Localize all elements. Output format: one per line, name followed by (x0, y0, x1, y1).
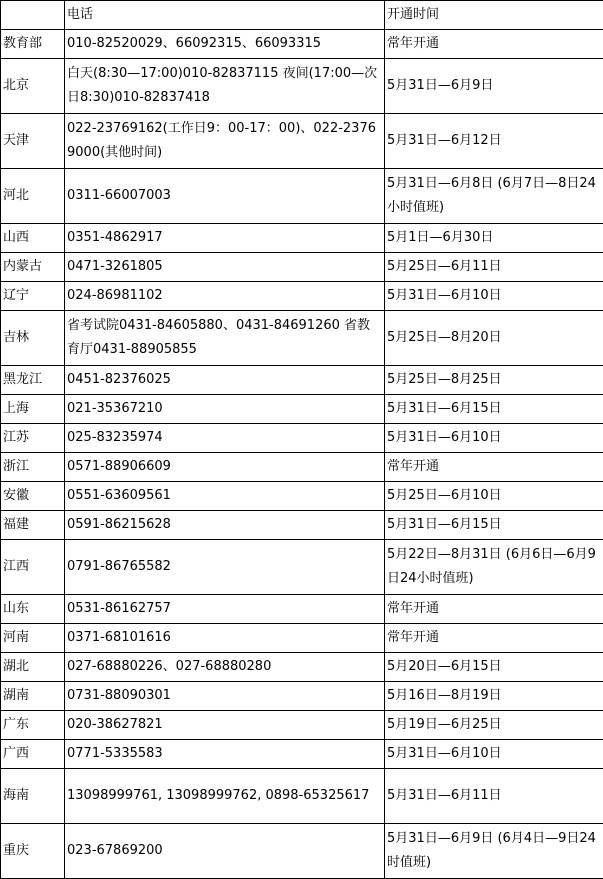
table-row (1, 395, 603, 424)
region-cell: 安徽 (1, 482, 65, 511)
table-row (1, 453, 603, 482)
header-phone: 电话 (65, 1, 385, 30)
phone-cell: 0551-63609561 (65, 482, 385, 511)
phone-cell: 024-86981102 (65, 282, 385, 311)
region-cell: 江西 (1, 540, 65, 595)
region-cell: 北京 (1, 59, 65, 114)
phone-cell: 0771-5335583 (65, 740, 385, 769)
table-row (1, 282, 603, 311)
phone-cell: 023-67869200 (65, 824, 385, 879)
phone-cell: 010-82520029、66092315、66093315 (65, 30, 385, 59)
period-cell: 5月31日—6月10日 (385, 282, 603, 311)
phone-cell: 0531-86162757 (65, 595, 385, 624)
region-cell: 内蒙古 (1, 253, 65, 282)
phone-cell: 021-35367210 (65, 395, 385, 424)
phone-cell: 025-83235974 (65, 424, 385, 453)
phone-cell: 0471-3261805 (65, 253, 385, 282)
period-cell: 5月1日—6月30日 (385, 224, 603, 253)
region-cell: 湖北 (1, 653, 65, 682)
phone-cell: 白天(8:30—17:00)010-82837115 夜间(17:00—次日8:30)010-82837418 (65, 59, 385, 114)
region-cell: 广西 (1, 740, 65, 769)
region-cell: 湖南 (1, 682, 65, 711)
period-cell: 5月31日—6月10日 (385, 424, 603, 453)
region-cell: 福建 (1, 511, 65, 540)
period-cell: 常年开通 (385, 453, 603, 482)
table-row (1, 653, 603, 682)
region-cell: 教育部 (1, 30, 65, 59)
period-cell: 5月19日—6月25日 (385, 711, 603, 740)
period-cell: 5月25日—6月11日 (385, 253, 603, 282)
phone-cell: 0791-86765582 (65, 540, 385, 595)
region-cell: 上海 (1, 395, 65, 424)
period-cell: 5月31日—6月10日 (385, 740, 603, 769)
period-cell: 5月31日—6月15日 (385, 511, 603, 540)
table-row (1, 30, 603, 59)
region-cell: 吉林 (1, 311, 65, 366)
table-row (1, 824, 603, 879)
region-cell: 辽宁 (1, 282, 65, 311)
period-cell: 5月16日—8月19日 (385, 682, 603, 711)
region-cell: 河南 (1, 624, 65, 653)
header-region (1, 1, 65, 30)
table-row (1, 253, 603, 282)
region-cell: 重庆 (1, 824, 65, 879)
period-cell: 5月31日—6月11日 (385, 769, 603, 824)
region-cell: 黑龙江 (1, 366, 65, 395)
phone-cell: 020-38627821 (65, 711, 385, 740)
region-cell: 河北 (1, 169, 65, 224)
period-cell: 5月25日—6月10日 (385, 482, 603, 511)
period-cell: 常年开通 (385, 624, 603, 653)
table-row (1, 682, 603, 711)
table-row (1, 424, 603, 453)
table-row (1, 740, 603, 769)
period-cell: 5月25日—8月25日 (385, 366, 603, 395)
table-header-row (1, 1, 603, 30)
phone-cell: 13098999761, 13098999762, 0898-65325617 (65, 769, 385, 824)
header-period: 开通时间 (385, 1, 603, 30)
phone-cell: 0591-86215628 (65, 511, 385, 540)
phone-cell: 0451-82376025 (65, 366, 385, 395)
table-row (1, 311, 603, 366)
period-cell: 5月31日—6月12日 (385, 114, 603, 169)
table-row (1, 624, 603, 653)
period-cell: 5月20日—6月15日 (385, 653, 603, 682)
phone-cell: 0351-4862917 (65, 224, 385, 253)
phone-cell: 0311-66007003 (65, 169, 385, 224)
table-row (1, 540, 603, 595)
phone-cell: 027-68880226、027-68880280 (65, 653, 385, 682)
region-cell: 海南 (1, 769, 65, 824)
phone-cell: 0731-88090301 (65, 682, 385, 711)
period-cell: 5月25日—8月20日 (385, 311, 603, 366)
period-cell: 5月22日—8月31日 (6月6日—6月9日24小时值班) (385, 540, 603, 595)
period-cell: 5月31日—6月9日 (385, 59, 603, 114)
region-cell: 山西 (1, 224, 65, 253)
table-row (1, 169, 603, 224)
table-row (1, 366, 603, 395)
table-row (1, 482, 603, 511)
period-cell: 5月31日—6月15日 (385, 395, 603, 424)
table-row (1, 224, 603, 253)
table-body (1, 1, 603, 879)
table-row (1, 114, 603, 169)
region-cell: 天津 (1, 114, 65, 169)
region-cell: 浙江 (1, 453, 65, 482)
region-cell: 江苏 (1, 424, 65, 453)
table-row (1, 769, 603, 824)
phone-cell: 0571-88906609 (65, 453, 385, 482)
period-cell: 常年开通 (385, 30, 603, 59)
period-cell: 5月31日—6月9日 (6月4日—9日24时值班) (385, 824, 603, 879)
table-row (1, 595, 603, 624)
period-cell: 5月31日—6月8日 (6月7日—8日24小时值班) (385, 169, 603, 224)
phone-cell: 省考试院0431-84605880、0431-84691260 省教育厅0431-88905855 (65, 311, 385, 366)
region-cell: 山东 (1, 595, 65, 624)
phone-cell: 022-23769162(工作日9：00-17：00)、022-23769000(其他时间) (65, 114, 385, 169)
table-row (1, 59, 603, 114)
period-cell: 常年开通 (385, 595, 603, 624)
phone-cell: 0371-68101616 (65, 624, 385, 653)
table-row (1, 511, 603, 540)
region-cell: 广东 (1, 711, 65, 740)
table-row (1, 711, 603, 740)
